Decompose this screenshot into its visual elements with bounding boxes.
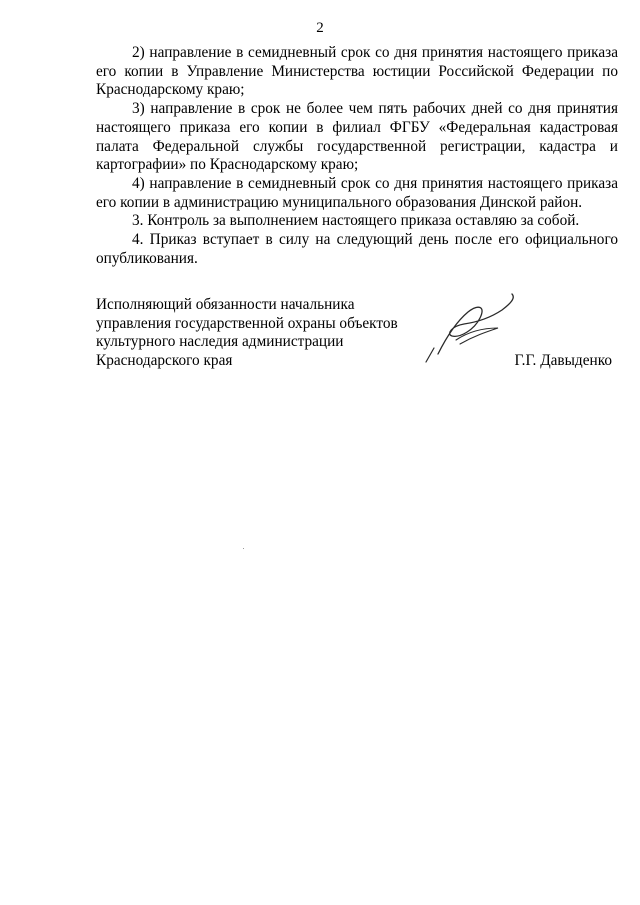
- signer-title-line: культурного наследия администрации: [96, 333, 344, 351]
- signer-name: Г.Г. Давыденко: [514, 352, 612, 369]
- signer-title-line: Исполняющий обязанности начальника: [96, 296, 355, 313]
- signature-block: [96, 296, 618, 371]
- signer-title-line: управления государственной охраны объектов: [96, 314, 398, 332]
- paragraph-clause-4: 4. Приказ вступает в силу на следующий день после его официального опубликования.: [96, 231, 618, 267]
- paragraph-clause-3: 3. Контроль за выполнением настоящего приказа оставляю за собой.: [132, 212, 580, 230]
- handwritten-signature: [416, 288, 526, 366]
- signer-title-line: Краснодарского края: [96, 352, 233, 370]
- scan-artifact: [243, 548, 244, 549]
- paragraph-item-3: 3) направление в срок не более чем пять рабочих дней со дня принятия настоящего приказа его копии в филиал ФГБУ «Федеральная кадастровая палата Федеральной службы государственной регистрации, кадастра и картографии» по Краснодарскому краю;: [96, 100, 618, 174]
- page-number: 2: [316, 20, 324, 36]
- paragraph-item-4: 4) направление в семидневный срок со дня принятия настоящего приказа его копии в администрацию муниципального образования Динской район.: [96, 174, 618, 211]
- paragraph-item-2: 2) направление в семидневный срок со дня принятия настоящего приказа его копии в Управление Министерства юстиции Российской Федерации по Краснодарскому краю;: [96, 44, 618, 99]
- document-body: [96, 44, 618, 268]
